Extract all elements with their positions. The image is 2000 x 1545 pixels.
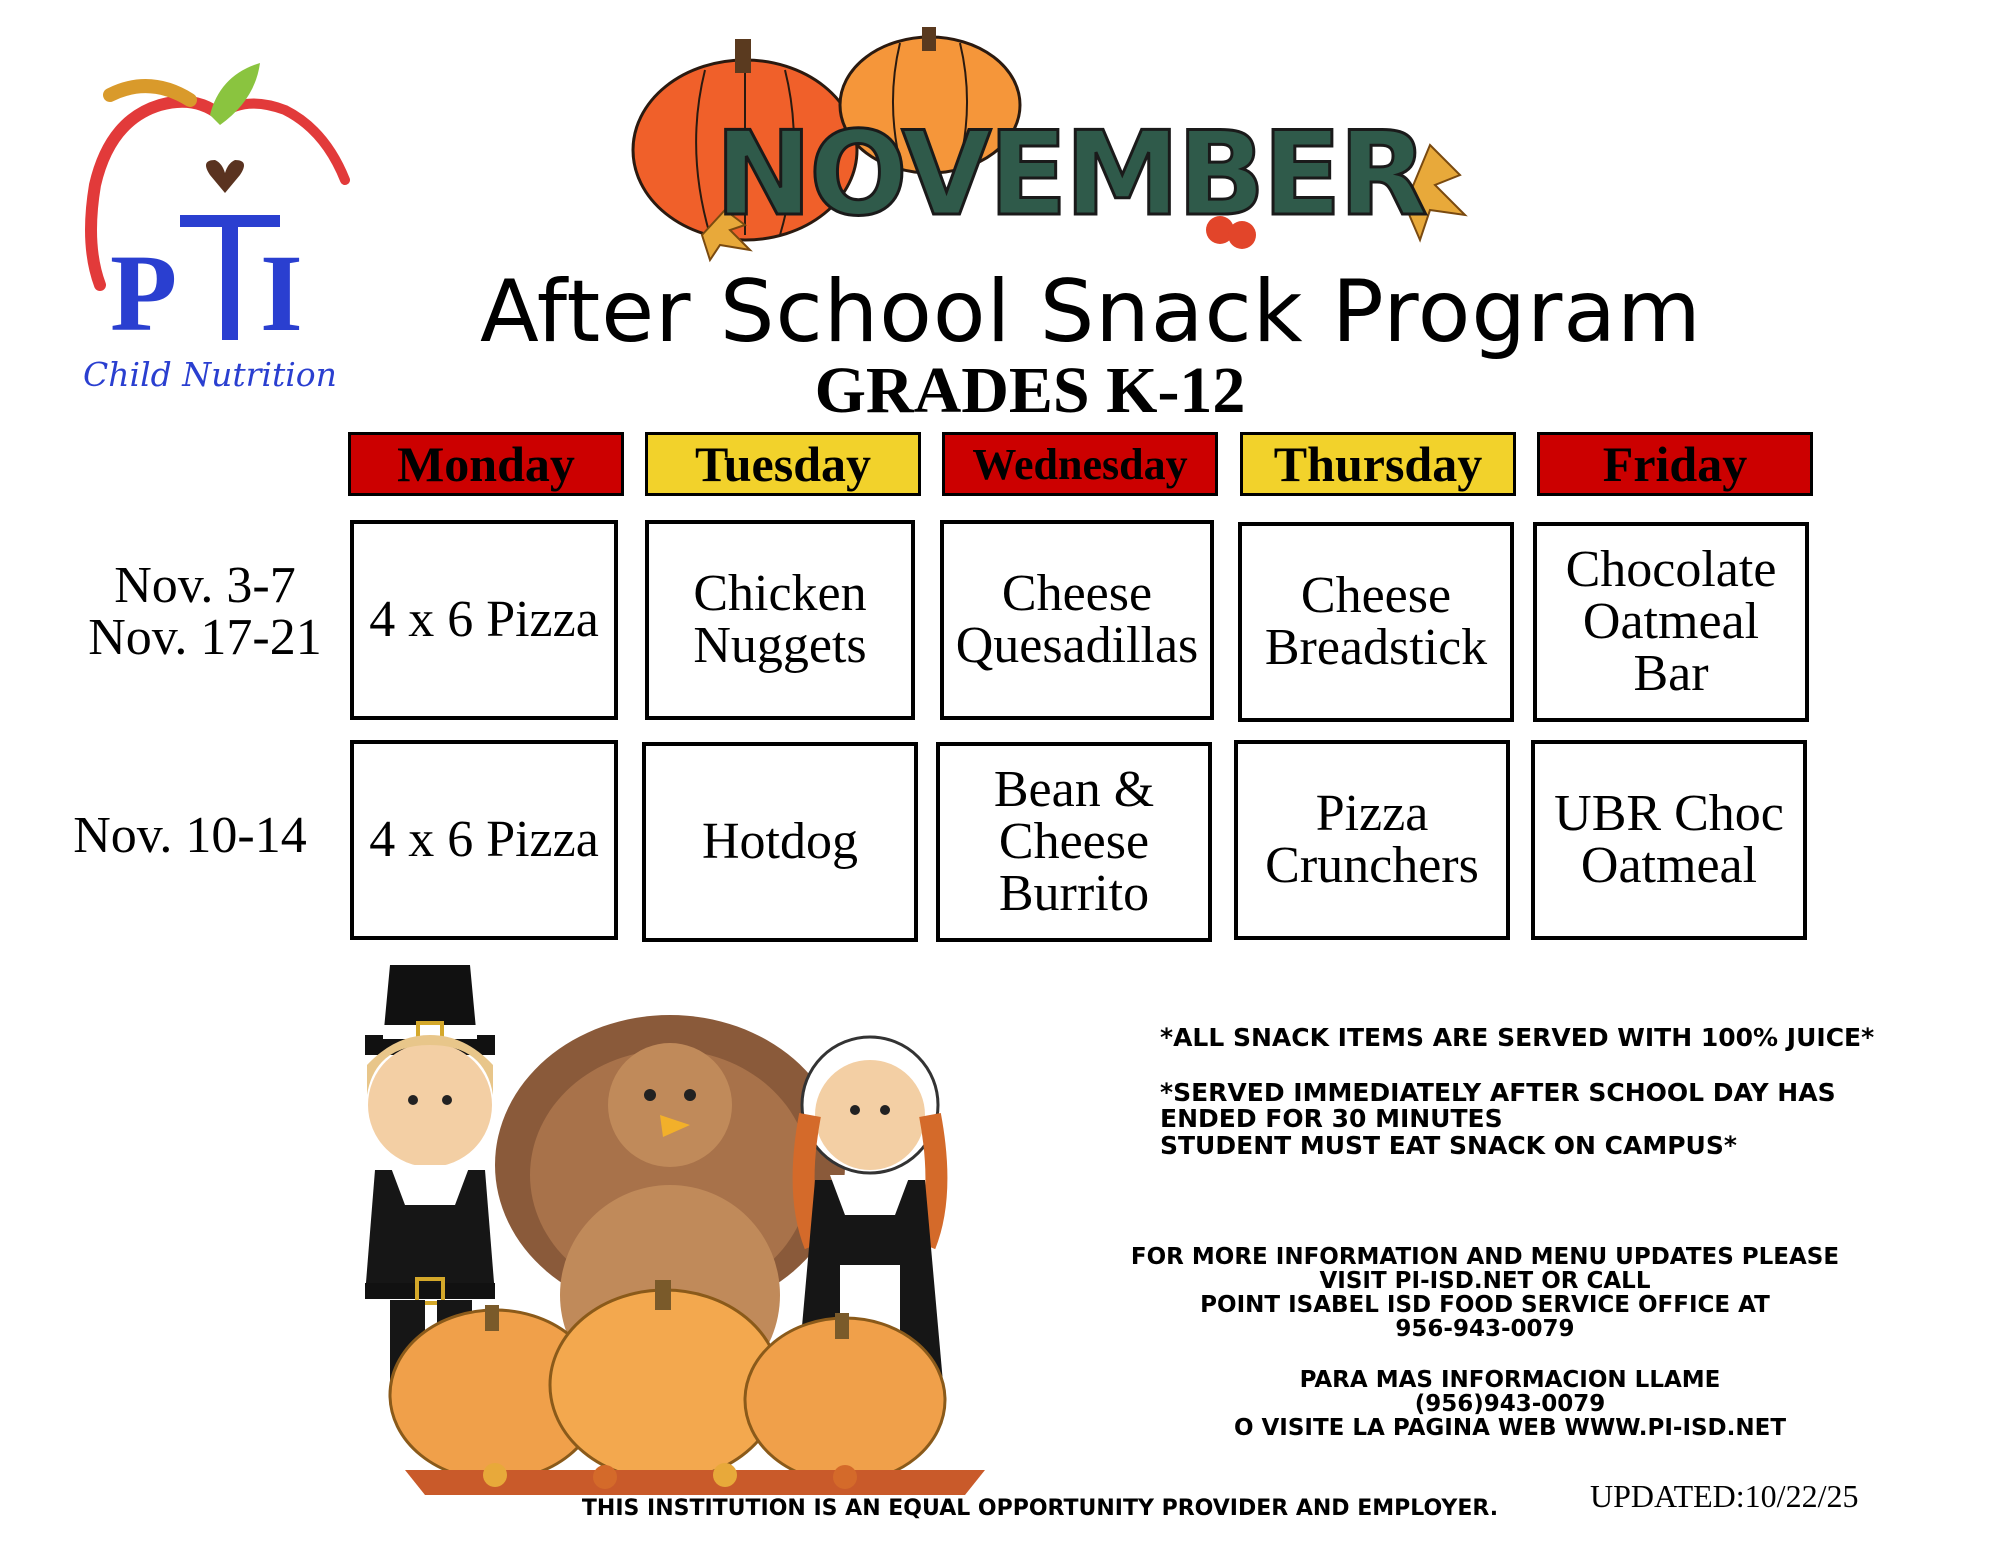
equal-opportunity-footer: THIS INSTITUTION IS AN EQUAL OPPORTUNITY PROVIDER AND EMPLOYER. [581,1496,1499,1521]
menu-item: 4 x 6 Pizza [369,591,599,648]
day-label: Friday [1602,436,1748,492]
day-label: Wednesday [972,439,1188,489]
svg-text:I: I [260,232,303,354]
menu-item: 4 x 6 Pizza [369,811,599,868]
menu-cell [936,742,1212,942]
menu-item: Hotdog [702,813,858,870]
served-note: *SERVED IMMEDIATELY AFTER SCHOOL DAY HAS ENDED FOR 30 MINUTES STUDENT MUST EAT SNACK ON CAMPUS* [1160,1078,1836,1160]
month-text: NOVEMBER [714,107,1425,242]
day-header-friday [1537,432,1813,496]
menu-cell [350,740,618,940]
menu-item: Chocolate Oatmeal Bar [1565,541,1777,702]
day-label: Monday [397,436,575,492]
menu-item: Cheese Quesadillas [955,565,1199,674]
day-label: Thursday [1273,436,1483,492]
updated-date: UPDATED:10/22/25 [1590,1478,1859,1514]
svg-text:P: P [110,232,178,354]
menu-item: Cheese Breadstick [1264,567,1488,676]
menu-cell [940,520,1214,720]
day-header-monday [348,432,624,496]
menu-cell [645,520,915,720]
week-label: Nov. 10-14 [73,807,307,864]
menu-item: Pizza Crunchers [1265,785,1479,894]
menu-item: UBR Choc Oatmeal [1554,785,1784,894]
pilgrims-illustration [345,965,985,1500]
menu-item: Bean & Cheese Burrito [993,761,1155,922]
menu-cell [1238,522,1514,722]
menu-cell [1531,740,1807,940]
menu-cell [1234,740,1510,940]
info-note: FOR MORE INFORMATION AND MENU UPDATES PLEASE VISIT PI-ISD.NET OR CALL POINT ISABEL ISD FOOD SERVICE OFFICE AT 956-943-0079 [1130,1244,1840,1343]
apple-icon [70,55,350,355]
pilgrim-turkey-icon [345,965,985,1500]
day-header-tuesday [645,432,921,496]
grades-heading: GRADES K-12 [814,354,1246,427]
day-header-thursday [1240,432,1516,496]
menu-cell [350,520,618,720]
day-header-wednesday [942,432,1218,496]
juice-note: *ALL SNACK ITEMS ARE SERVED WITH 100% JUICE* [1160,1023,1875,1052]
logo-caption: Child Nutrition [83,355,337,394]
day-label: Tuesday [694,436,872,492]
week-label: Nov. 3-7 Nov. 17-21 [88,557,322,666]
pti-logo [70,55,350,405]
month-title [630,107,1510,242]
program-title: After School Snack Program [480,262,1702,362]
menu-item: Chicken Nuggets [693,565,867,674]
menu-cell [1533,522,1809,722]
spanish-note: PARA MAS INFORMACION LLAME (956)943-0079 O VISITE LA PAGINA WEB WWW.PI-ISD.NET [1233,1367,1787,1442]
november-banner [630,25,1510,265]
menu-cell [642,742,918,942]
